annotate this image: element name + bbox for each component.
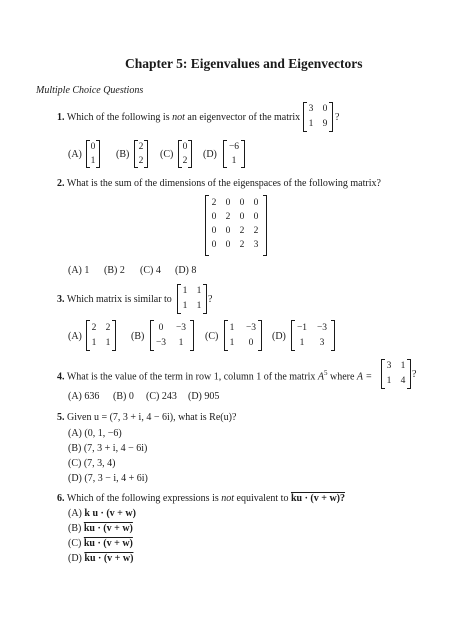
option-b[interactable]: (B) 2	[104, 265, 125, 276]
option-a[interactable]: (A)	[68, 331, 82, 342]
vector-a: 0 1	[86, 140, 100, 168]
option-b[interactable]: (B)	[131, 331, 145, 342]
q2-matrix: 2 0 0 0 0 2 0 0 0 0 2 2 0 0 2 3	[205, 195, 267, 256]
option-a[interactable]: (A)	[68, 149, 82, 160]
matrix-a: 2 2 1 1	[86, 320, 116, 351]
option-d[interactable]: (D) (7, 3 − i, 4 + 6i)	[68, 473, 148, 484]
option-c[interactable]: (C)	[160, 149, 174, 160]
option-a[interactable]: (A) k u · (v + w)	[68, 508, 136, 519]
option-c[interactable]: (C) 4	[140, 265, 161, 276]
vector-d: −6 1	[223, 140, 245, 168]
question-6: 6. Which of the following expressions is not equivalent to ku · (v + w)?	[57, 493, 346, 504]
page-title: Chapter 5: Eigenvalues and Eigenvectors	[125, 56, 363, 71]
option-c[interactable]: (C) 243	[146, 391, 177, 402]
q4-matrix: 3 1 1 4	[381, 359, 411, 389]
question-2: 2. What is the sum of the dimensions of the eigenspaces of the following matrix?	[57, 178, 381, 189]
section-heading: Multiple Choice Questions	[36, 85, 144, 96]
question-number: 3.	[57, 294, 65, 305]
matrix-b: 0 −3 −3 1	[150, 320, 194, 351]
option-d[interactable]: (D)	[272, 331, 286, 342]
question-number: 5.	[57, 412, 65, 423]
question-number: 6.	[57, 493, 65, 504]
question-1: 1. Which of the following is not an eigenvector of the matrix	[57, 112, 301, 123]
vector-b: 2 2	[134, 140, 148, 168]
option-b[interactable]: (B) 0	[113, 391, 134, 402]
option-b[interactable]: (B) ku · (v + w)	[68, 523, 133, 534]
option-b[interactable]: (B)	[116, 149, 130, 160]
question-3: 3. Which matrix is similar to	[57, 294, 172, 305]
option-a[interactable]: (A) 1	[68, 265, 90, 276]
target-expression: ku · (v + w)?	[290, 493, 346, 504]
matrix-d: −1 −3 1 3	[291, 320, 335, 351]
option-b[interactable]: (B) (7, 3 + i, 4 − 6i)	[68, 443, 148, 454]
question-number: 4.	[57, 371, 65, 383]
q1-matrix: 3 0 1 9	[303, 102, 333, 132]
option-a[interactable]: (A) 636	[68, 391, 100, 402]
option-c[interactable]: (C)	[205, 331, 219, 342]
option-d[interactable]: (D) ku · (v + w)	[68, 553, 134, 564]
option-d[interactable]: (D)	[203, 149, 217, 160]
option-c[interactable]: (C) (7, 3, 4)	[68, 458, 116, 469]
matrix-c: 1 −3 1 0	[224, 320, 262, 351]
option-d[interactable]: (D) 905	[188, 391, 220, 402]
question-4: 4. What is the value of the term in row 1, column 1 of the matrix $A^5$ where A =	[57, 369, 373, 383]
option-a[interactable]: (A) (0, 1, −6)	[68, 428, 122, 439]
option-c[interactable]: (C) ku · (v + w)	[68, 538, 133, 549]
question-5: 5. Given u = (7, 3 + i, 4 − 6i), what is Re(u)?	[57, 412, 237, 423]
question-number: 1.	[57, 112, 65, 123]
q3-matrix: 1 1 1 1	[177, 284, 207, 314]
question-number: 2.	[57, 178, 65, 189]
vector-c: 0 2	[178, 140, 192, 168]
option-d[interactable]: (D) 8	[175, 265, 197, 276]
